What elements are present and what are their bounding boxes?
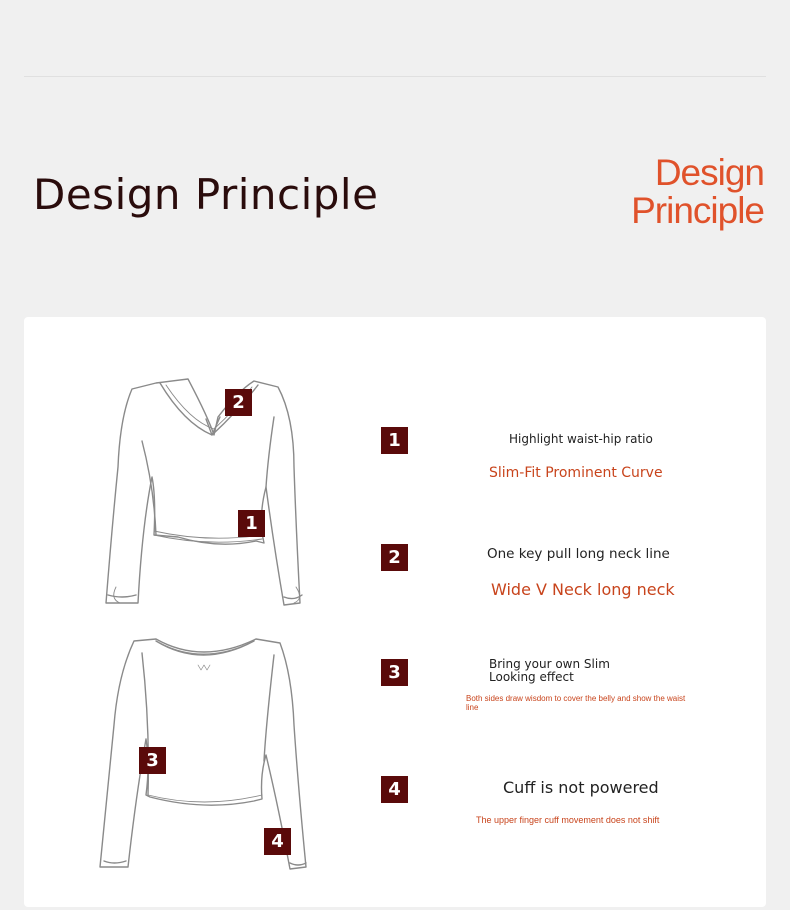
feature-2-subtitle: Wide V Neck long neck [491, 580, 675, 599]
feature-3-subtitle: Both sides draw wisdom to cover the belly and show the waist line [466, 694, 686, 712]
front-waist-badge: 1 [238, 510, 265, 537]
feature-1-title: Highlight waist-hip ratio [509, 432, 653, 446]
feature-2-title: One key pull long neck line [487, 546, 670, 562]
feature-3-badge: 3 [381, 659, 408, 686]
feature-1-subtitle: Slim-Fit Prominent Curve [489, 465, 663, 481]
page-title: Design Principle [33, 170, 379, 219]
feature-4-badge: 4 [381, 776, 408, 803]
feature-2-badge: 2 [381, 544, 408, 571]
accent-title-line2: Principle [631, 190, 764, 231]
top-divider [24, 76, 766, 77]
feature-3-title: Bring your own Slim Looking effect [489, 657, 610, 684]
accent-title [504, 154, 764, 230]
design-panel [24, 317, 766, 907]
feature-4-title: Cuff is not powered [503, 778, 659, 797]
back-side-badge: 3 [139, 747, 166, 774]
front-neck-badge: 2 [225, 389, 252, 416]
front-shirt-illustration [98, 377, 318, 617]
accent-title-line1: Design [654, 152, 764, 193]
feature-1-badge: 1 [381, 427, 408, 454]
feature-4-subtitle: The upper finger cuff movement does not shift [476, 815, 660, 825]
back-cuff-badge: 4 [264, 828, 291, 855]
